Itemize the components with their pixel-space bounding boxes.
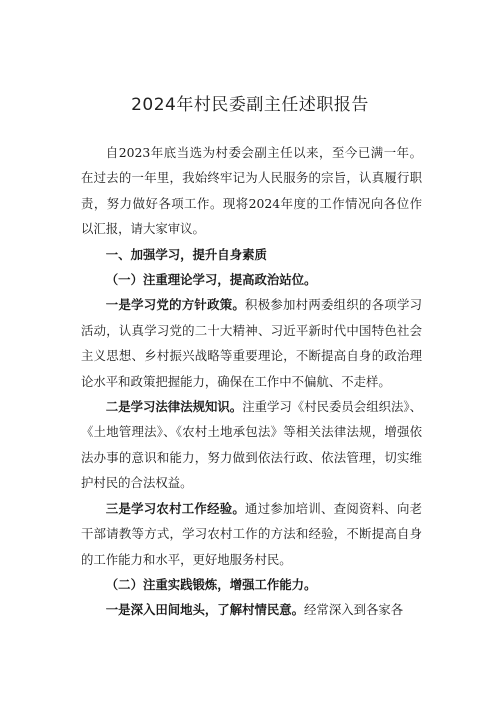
section-heading-1: 一、加强学习，提升自身素质 xyxy=(105,246,267,262)
item-lead-1: 一是学习党的方针政策。 xyxy=(105,297,246,313)
item-text-2: 注重学习《村民委员会组织法》、《土地管理法》、《农村土地承包法》等相关法律法规，增强依法办事的意识和能力，努力做到依法行政、依法管理，切实维护村民的合法权益。 xyxy=(81,399,422,491)
item-paragraph-1 xyxy=(81,292,422,394)
item-paragraph-2 xyxy=(81,394,422,496)
item-text-1: 积极参加村两委组织的各项学习活动，认真学习党的二十大精神、习近平新时代中国特色社会主义思想、乡村振兴战略等重要理论，不断提高自身的政治理论水平和政策把握能力，确保在工作中不偏航、不走样。 xyxy=(81,297,423,389)
item-paragraph-3 xyxy=(81,496,422,572)
subsection-heading-2: （二）注重实践锻炼，增强工作能力。 xyxy=(105,576,317,592)
item-lead-3: 三是学习农村工作经验。 xyxy=(105,500,246,516)
item-text-3: 通过参加培训、查阅资料、向老干部请教等方式，学习农村工作的方法和经验，不断提高自身的工作能力和水平，更好地服务村民。 xyxy=(81,500,423,567)
document-title: 2024年村民委副主任述职报告 xyxy=(131,95,369,115)
item-text-4: 经常深入到各家各 xyxy=(304,602,404,618)
item-paragraph-4 xyxy=(81,597,422,622)
intro-paragraph: 自2023年底当选为村委会副主任以来，至今已满一年。在过去的一年里，我始终牢记为人民服务的宗旨，认真履行职责，努力做好各项工作。现将2024年度的工作情况向各位作以汇报，请大家审议。 xyxy=(81,145,422,237)
subsection-heading-1: （一）注重理论学习，提高政治站位。 xyxy=(105,272,317,288)
item-lead-4: 一是深入田间地头，了解村情民意。 xyxy=(105,602,305,618)
document-body xyxy=(81,140,422,623)
item-lead-2: 二是学习法律法规知识。 xyxy=(105,399,243,415)
